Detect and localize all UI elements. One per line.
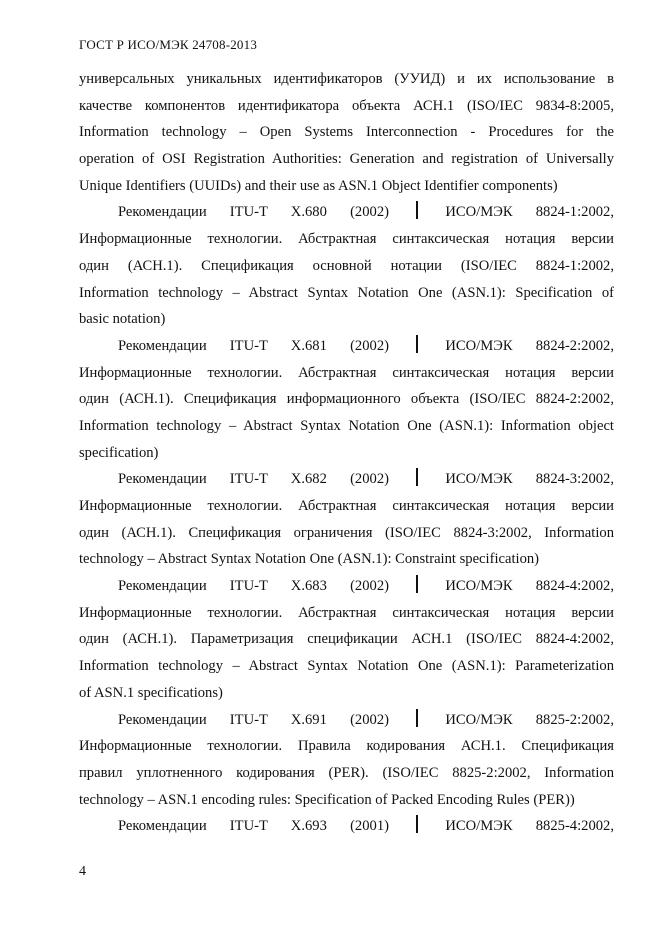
reference-itu-t: Рекомендации ITU-T X.693 (2001) [118, 818, 389, 835]
separator-bar [416, 468, 418, 486]
text-line: Информационные технологии. Абстрактная синтаксическая нотация версии [79, 364, 614, 381]
reference-iso-iec: ИСО/МЭК 8825-4:2002, [445, 818, 614, 835]
reference-lead-line [79, 573, 614, 600]
text-line: Unique Identifiers (UUIDs) and their use as ASN.1 Object Identifier components) [79, 177, 558, 194]
text-line: Информационные технологии. Правила кодирования АСН.1. Спецификация [79, 738, 614, 755]
reference-iso-iec: ИСО/МЭК 8824-4:2002, [445, 578, 614, 595]
text-line: technology – Abstract Syntax Notation One (ASN.1): Constraint specification) [79, 551, 540, 568]
text-line: Информационные технологии. Абстрактная синтаксическая нотация версии [79, 498, 614, 514]
page-number: 4 [79, 864, 86, 879]
reference-lead-line [79, 707, 614, 734]
text-line: один (АСН.1). Спецификация основной нотации (ISO/IEC 8824-1:2002, [79, 257, 614, 274]
reference-itu-t: Рекомендации ITU-T X.681 (2002) [118, 337, 389, 354]
text-line: basic notation) [79, 311, 166, 328]
reference-lead-line [79, 813, 614, 840]
text-line: один (АСН.1). Спецификация информационного объекта (ISO/IEC 8824-2:2002, [79, 391, 614, 408]
reference-itu-t: Рекомендации ITU-T X.691 (2002) [118, 711, 389, 728]
text-line: Information technology – Abstract Syntax Notation One (ASN.1): Parameterization [79, 658, 614, 675]
separator-bar [416, 815, 418, 833]
text-line: Информационные технологии. Абстрактная синтаксическая нотация версии [79, 604, 614, 621]
text-line: универсальных уникальных идентификаторов (УУИД) и их использование в [79, 71, 614, 87]
reference-iso-iec: ИСО/МЭК 8824-3:2002, [445, 471, 614, 488]
text-line: Информационные технологии. Абстрактная синтаксическая нотация версии [79, 231, 614, 248]
reference-lead-line [79, 466, 614, 493]
text-line: technology – ASN.1 encoding rules: Specification of Packed Encoding Rules (PER)) [79, 791, 575, 808]
reference-lead-line [79, 199, 614, 226]
reference-iso-iec: ИСО/МЭК 8824-2:2002, [445, 337, 614, 354]
document-body [79, 66, 614, 840]
page-header: ГОСТ Р ИСО/МЭК 24708-2013 [79, 37, 258, 52]
separator-bar [416, 709, 418, 727]
reference-lead-line [79, 333, 614, 360]
reference-iso-iec: ИСО/МЭК 8824-1:2002, [445, 204, 614, 221]
text-line: Information technology – Abstract Syntax Notation One (ASN.1): Specification of [79, 284, 614, 301]
reference-itu-t: Рекомендации ITU-T X.683 (2002) [118, 578, 389, 595]
reference-iso-iec: ИСО/МЭК 8825-2:2002, [445, 711, 614, 728]
text-line: один (АСН.1). Спецификация ограничения (ISO/IEC 8824-3:2002, Information [79, 524, 614, 541]
separator-bar [416, 575, 418, 593]
text-line: один (АСН.1). Параметризация спецификации АСН.1 (ISO/IEC 8824-4:2002, [79, 631, 614, 648]
text-line: Information technology – Open Systems Interconnection - Procedures for the [79, 124, 614, 141]
text-line: Information technology – Abstract Syntax Notation One (ASN.1): Information object [79, 417, 614, 434]
text-line: specification) [79, 444, 159, 461]
text-line: operation of OSI Registration Authorities: Generation and registration of Universally [79, 151, 614, 168]
text-line: правил уплотненного кодирования (PER). (ISO/IEC 8825-2:2002, Information [79, 764, 614, 781]
reference-itu-t: Рекомендации ITU-T X.682 (2002) [118, 471, 389, 488]
separator-bar [416, 335, 418, 353]
text-line: качестве компонентов идентификатора объекта АСН.1 (ISO/IEC 9834-8:2005, [79, 97, 614, 114]
reference-itu-t: Рекомендации ITU-T X.680 (2002) [118, 204, 389, 221]
separator-bar [416, 201, 418, 219]
text-line: of ASN.1 specifications) [79, 684, 223, 701]
